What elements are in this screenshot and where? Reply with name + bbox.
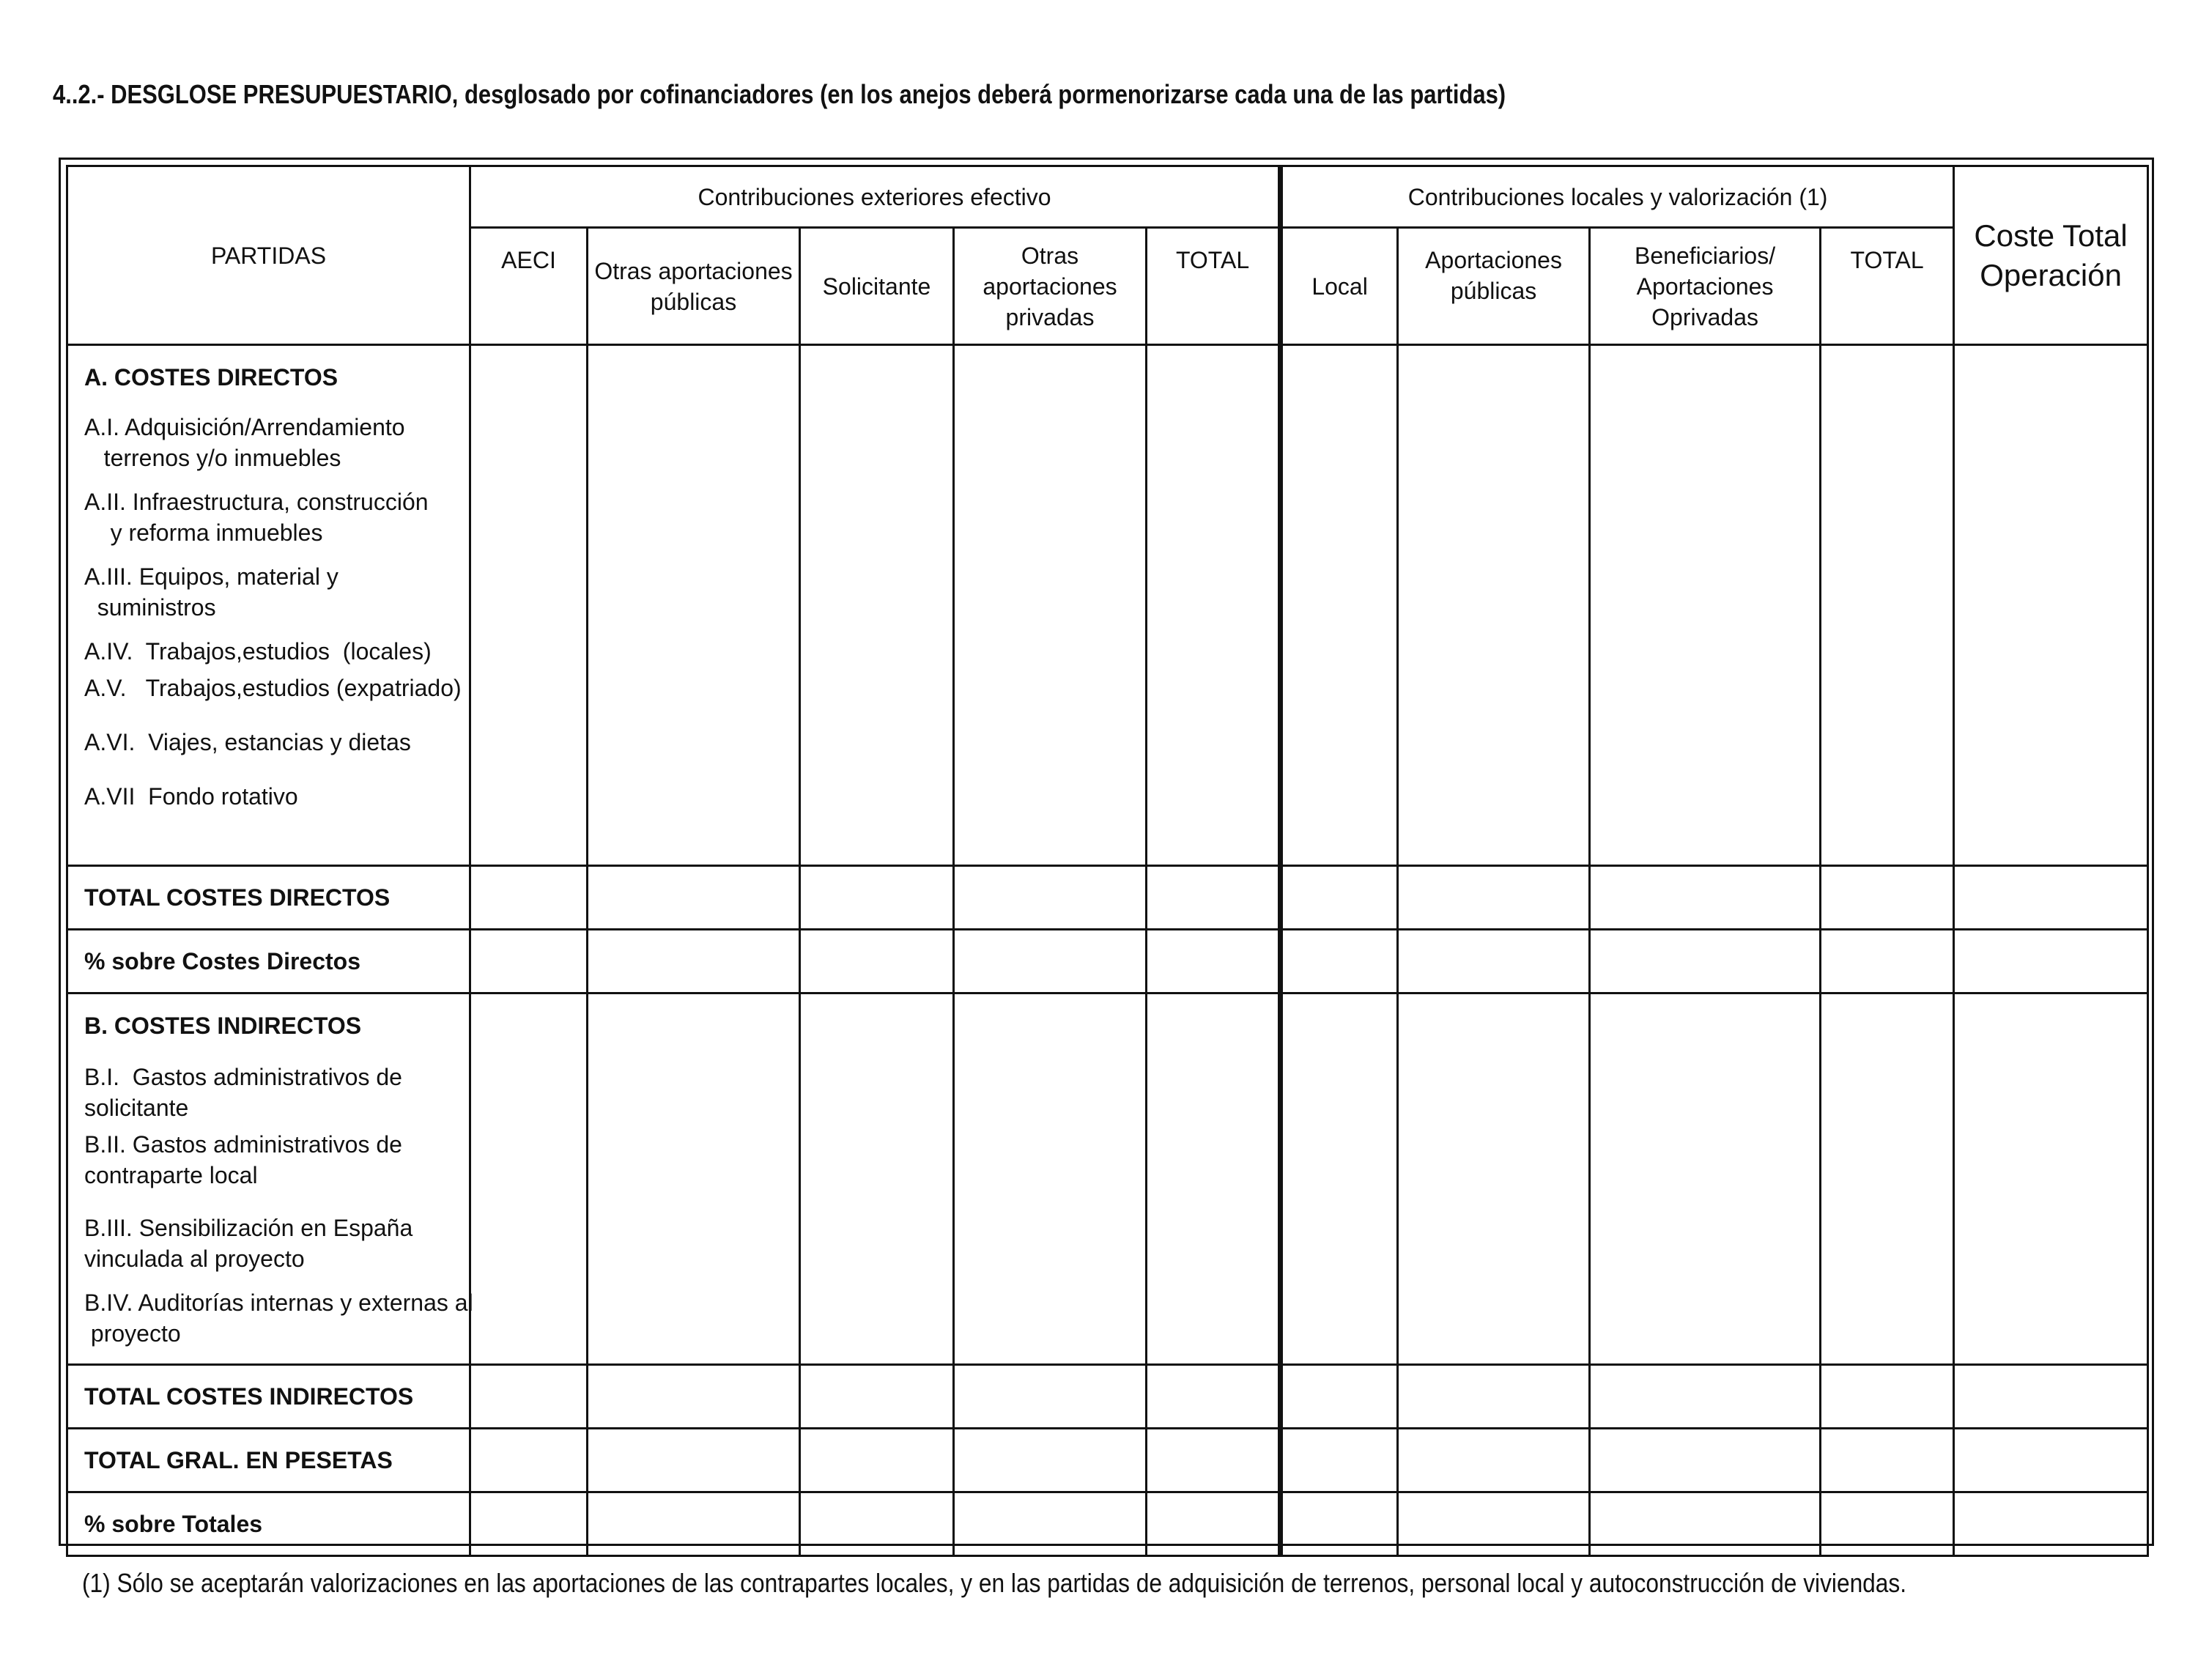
section-b-row [67,993,2148,1365]
cell [1821,1492,1954,1556]
cell [1821,1365,1954,1429]
cell [954,866,1147,930]
cell [1590,866,1821,930]
total-indirectos-label: TOTAL COSTES INDIRECTOS [67,1365,470,1429]
cell [470,930,588,993]
cell [470,1429,588,1492]
cell [1398,345,1590,866]
pct-directos-row [67,930,2148,993]
section-b-heading: B. COSTES INDIRECTOS [84,1013,362,1039]
cell [1398,866,1590,930]
coste-total-header: Coste Total Operación [1954,166,2148,345]
cell [588,1429,800,1492]
cell [1590,993,1821,1365]
cell [1147,866,1281,930]
cell [800,1492,954,1556]
item-a-v: A.V. Trabajos,estudios (expatriado) [84,675,462,701]
cell [1281,1429,1398,1492]
item-a-vi: A.VI. Viajes, estancias y dietas [84,729,411,755]
footnote: (1) Sólo se aceptarán valorizaciones en las aportaciones de las contrapartes locales, y en las partidas de adquisición de terrenos, personal local y autoconstrucción de viviendas. [82,1568,1907,1598]
cell [1821,930,1954,993]
cell [1281,345,1398,866]
cell [1281,930,1398,993]
cell [800,993,954,1365]
pct-totales-row [67,1492,2148,1556]
cell [1954,1492,2148,1556]
cell [800,930,954,993]
cell [1821,345,1954,866]
total-directos-row [67,866,2148,930]
cell [1398,1492,1590,1556]
cell [1147,1492,1281,1556]
budget-table [66,165,2149,1557]
cell [1954,993,2148,1365]
cell [954,345,1147,866]
cell [1590,1492,1821,1556]
col-total-exteriores: TOTAL [1147,228,1281,345]
cell [800,345,954,866]
col-aeci: AECI [470,228,588,345]
col-local: Local [1281,228,1398,345]
cell [1147,993,1281,1365]
cell [470,345,588,866]
cell [1398,993,1590,1365]
cell [470,866,588,930]
cell [1590,345,1821,866]
cell [800,1365,954,1429]
cell [470,1365,588,1429]
cell [1281,1365,1398,1429]
cell [1954,345,2148,866]
cell [1821,1429,1954,1492]
cell [588,993,800,1365]
section-b-label [67,993,473,1365]
total-directos-label: TOTAL COSTES DIRECTOS [67,866,470,930]
cell [1590,1365,1821,1429]
cell [1821,866,1954,930]
total-general-row [67,1429,2148,1492]
cell [470,993,588,1365]
cell [1590,1429,1821,1492]
cell [800,1429,954,1492]
cell [1147,345,1281,866]
item-a-iv: A.IV. Trabajos,estudios (locales) [84,638,432,665]
cell [954,930,1147,993]
item-a-iii: A.III. Equipos, material y suministros [84,563,338,621]
document-title: 4..2.- DESGLOSE PRESUPUESTARIO, desglosado por cofinanciadores (en los anejos deberá pormenorizarse cada una de las partidas) [53,79,1506,109]
item-b-i: B.I. Gastos administrativos de solicitante [84,1064,402,1121]
cell [1281,1492,1398,1556]
item-a-i: A.I. Adquisición/Arrendamiento terrenos y/o inmuebles [84,414,405,471]
cell [1590,930,1821,993]
cell [588,866,800,930]
pct-directos-label: % sobre Costes Directos [67,930,470,993]
pct-totales-label: % sobre Totales [67,1492,470,1556]
col-otras-privadas: Otras aportaciones privadas [954,228,1147,345]
section-a-heading: A. COSTES DIRECTOS [84,364,338,391]
cell [588,930,800,993]
partidas-header: PARTIDAS [67,166,470,345]
col-aportaciones-publicas: Aportaciones públicas [1398,228,1590,345]
cell [1821,993,1954,1365]
cell [1398,1429,1590,1492]
cell [1398,1365,1590,1429]
cell [588,1365,800,1429]
cell [1147,1365,1281,1429]
col-otras-publicas: Otras aportaciones públicas [588,228,800,345]
total-indirectos-row [67,1365,2148,1429]
cell [1147,930,1281,993]
total-general-label: TOTAL GRAL. EN PESETAS [67,1429,470,1492]
item-b-ii: B.II. Gastos administrativos de contraparte local [84,1131,402,1188]
section-a-label [67,345,470,866]
group-header-locales: Contribuciones locales y valorización (1) [1281,166,1954,228]
col-beneficiarios: Beneficiarios/ Aportaciones Oprivadas [1590,228,1821,345]
item-b-iv: B.IV. Auditorías internas y externas al proyecto [84,1289,473,1347]
col-solicitante: Solicitante [800,228,954,345]
cell [588,345,800,866]
cell [954,1365,1147,1429]
col-total-locales: TOTAL [1821,228,1954,345]
cell [1954,1365,2148,1429]
cell [954,1429,1147,1492]
cell [1281,866,1398,930]
cell [954,1492,1147,1556]
cell [800,866,954,930]
item-a-vii: A.VII Fondo rotativo [84,783,298,810]
cell [588,1492,800,1556]
cell [470,1492,588,1556]
section-a-row [67,345,2148,866]
cell [1147,1429,1281,1492]
group-header-exteriores: Contribuciones exteriores efectivo [470,166,1281,228]
cell [1954,1429,2148,1492]
item-b-iii: B.III. Sensibilización en España vinculada al proyecto [84,1215,413,1272]
cell [954,993,1147,1365]
cell [1954,930,2148,993]
cell [1954,866,2148,930]
cell [1398,930,1590,993]
item-a-ii: A.II. Infraestructura, construcción y reforma inmuebles [84,489,429,546]
cell [1281,993,1398,1365]
